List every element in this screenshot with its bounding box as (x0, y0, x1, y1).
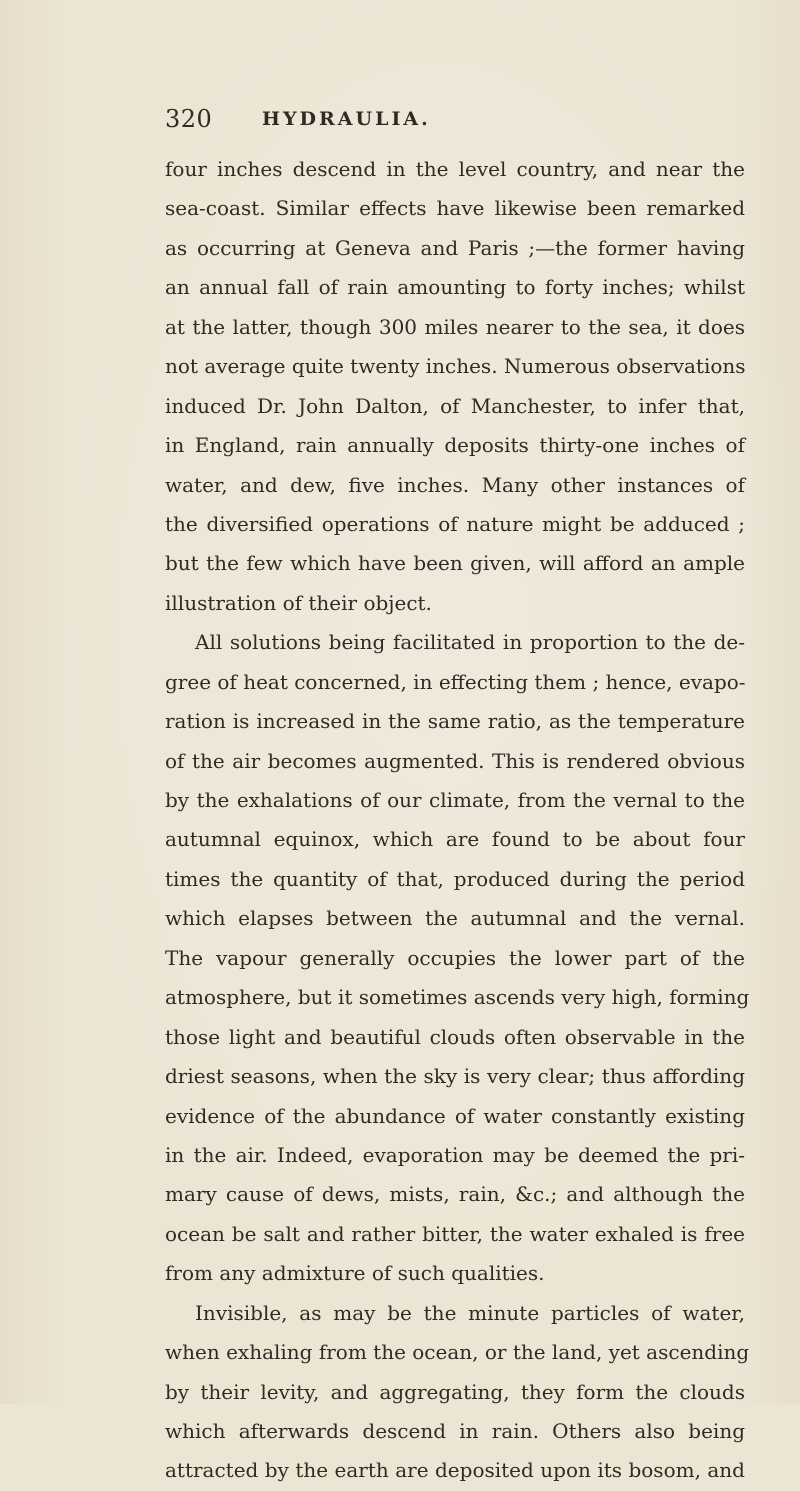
text-line: attracted by the earth are deposited upon its bosom, and (165, 1458, 745, 1483)
page-number: 320 (165, 105, 213, 133)
text-line: in the air. Indeed, evaporation may be deemed the pri- (165, 1142, 745, 1167)
text-line: induced Dr. John Dalton, of Manchester, to infer that, (165, 393, 745, 418)
text-line: when exhaling from the ocean, or the land, yet ascending (165, 1340, 750, 1365)
text-line: water, and dew, five inches. Many other instances of (165, 472, 745, 497)
running-title: HYDRAULIA. (262, 108, 431, 130)
text-line: driest seasons, when the sky is very clear; thus affording (165, 1064, 745, 1089)
text-line: not average quite twenty inches. Numerous observations (165, 354, 746, 379)
text-line: atmosphere, but it sometimes ascends very high, forming (165, 985, 750, 1010)
text-line: four inches descend in the level country, and near the (165, 157, 745, 181)
text-line: sea-coast. Similar effects have likewise been remarked (165, 196, 745, 221)
text-line: from any admixture of such qualities. (165, 1261, 545, 1286)
text-line: autumnal equinox, which are found to be about four (165, 827, 745, 852)
text-line: ocean be salt and rather bitter, the water exhaled is free (165, 1221, 745, 1246)
text-line: an annual fall of rain amounting to forty inches; whilst (165, 275, 745, 300)
text-line: as occurring at Geneva and Paris ;—the former having (165, 235, 745, 260)
paragraph-first-line: All solutions being facilitated in proportion to the de- (195, 630, 745, 655)
text-line: gree of heat concerned, in effecting them ; hence, evapo- (165, 669, 746, 694)
text-line: times the quantity of that, produced during the period (165, 866, 745, 891)
text-line: which elapses between the autumnal and the vernal. (165, 906, 745, 931)
running-head (165, 105, 745, 137)
text-line: illustration of their object. (165, 590, 432, 615)
text-line: mary cause of dews, mists, rain, &c.; and although the (165, 1182, 745, 1207)
text-line: evidence of the abundance of water constantly existing (165, 1103, 745, 1128)
body-text (165, 150, 750, 1491)
text-line: which afterwards descend in rain. Others also being (165, 1419, 745, 1443)
text-line: ration is increased in the same ratio, as the temperature (165, 709, 745, 734)
text-line: by their levity, and aggregating, they form the clouds (165, 1379, 745, 1404)
text-line: of the air becomes augmented. This is rendered obvious (165, 748, 745, 773)
text-line: at the latter, though 300 miles nearer to the sea, it does (165, 314, 745, 339)
text-line: The vapour generally occupies the lower part of the (165, 945, 745, 970)
text-line: but the few which have been given, will afford an ample (165, 551, 745, 576)
paragraph-first-line: Invisible, as may be the minute particles of water, (195, 1300, 745, 1325)
text-line: in England, rain annually deposits thirty-one inches of (165, 433, 745, 458)
text-line: the diversified operations of nature might be adduced ; (165, 511, 745, 536)
text-line: by the exhalations of our climate, from the vernal to the (165, 788, 745, 812)
text-line: those light and beautiful clouds often observable in the (165, 1024, 745, 1049)
